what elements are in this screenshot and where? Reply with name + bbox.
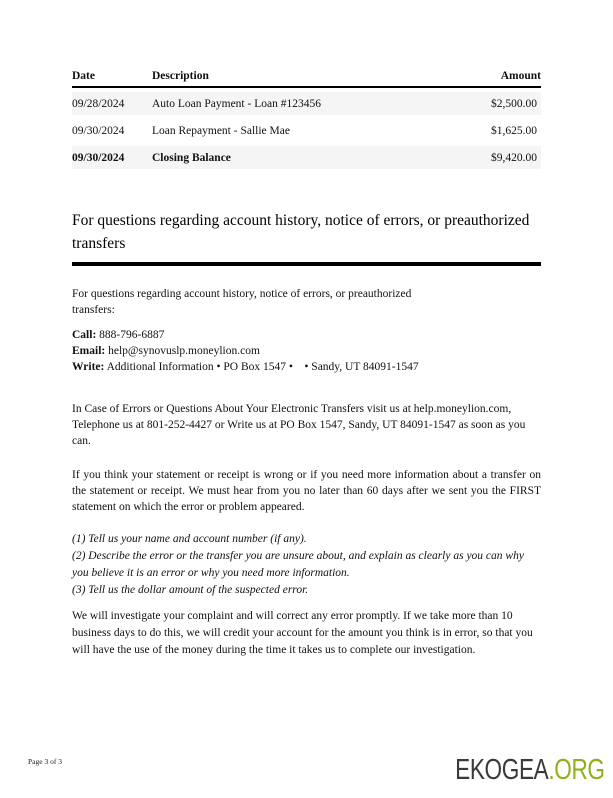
cell-amount: $2,500.00 <box>431 92 541 115</box>
instruction-item-1: (1) Tell us your name and account number (if any). <box>72 533 307 545</box>
write-label: Write: <box>72 361 105 373</box>
column-header-date: Date <box>72 68 152 88</box>
ekogea-logo <box>456 754 605 787</box>
email-label: Email: <box>72 345 106 357</box>
email-value: help@synovuslp.moneylion.com <box>105 345 260 357</box>
cell-date: 09/28/2024 <box>72 92 152 115</box>
instruction-item-3: (3) Tell us the dollar amount of the suspected error. <box>72 584 309 596</box>
table-row <box>72 92 541 115</box>
table-row <box>72 119 541 142</box>
cell-date: 09/30/2024 <box>72 146 152 169</box>
errors-contact-paragraph: In Case of Errors or Questions About Your Electronic Transfers visit us at help.moneylion.com, Telephone us at 801-252-4427 or Write us at PO Box 1547, Sandy, UT 84091-1547 as soon as you can. <box>72 403 526 447</box>
table-row-closing-balance <box>72 146 541 169</box>
logo-suffix-text: .ORG <box>548 754 605 786</box>
page-content <box>72 64 541 659</box>
cell-description: Auto Loan Payment - Loan #123456 <box>152 92 431 115</box>
call-label: Call: <box>72 329 97 341</box>
cell-amount: $9,420.00 <box>431 146 541 169</box>
transactions-table <box>72 64 541 173</box>
section-heading: For questions regarding account history, notice of errors, or preauthorized transfers <box>72 212 530 252</box>
call-value: 888-796-6887 <box>96 329 165 341</box>
contact-email <box>72 343 541 359</box>
error-instructions-list <box>72 531 541 599</box>
table-header-row <box>72 68 541 88</box>
investigate-paragraph: We will investigate your complaint and will correct any error promptly. If we take more than 10 business days to do this, we will credit your account for the amount you think is in error, so that you will have the use of the money during the time it takes us to complete our investigation. <box>72 610 533 656</box>
contact-write <box>72 359 541 375</box>
column-header-description: Description <box>152 68 431 88</box>
cell-description: Closing Balance <box>152 146 431 169</box>
heading-divider <box>72 262 541 266</box>
instruction-item-2: (2) Describe the error or the transfer you are unsure about, and explain as clearly as you can why you believe it is an error or why you need more information. <box>72 550 524 579</box>
logo-primary-text: EKOGEA <box>455 754 549 786</box>
cell-description: Loan Repayment - Sallie Mae <box>152 124 290 137</box>
statement-wrong-paragraph: If you think your statement or receipt is wrong or if you need more information about a transfer on the statement or receipt. We must hear from you no later than 60 days after we sent you the FIRST statement on which the error or problem appeared. <box>72 469 541 513</box>
column-header-amount: Amount <box>431 68 541 88</box>
intro-paragraph: For questions regarding account history, notice of errors, or preauthorized transfers: <box>72 288 412 316</box>
cell-date: 09/30/2024 <box>72 124 125 137</box>
write-value: Additional Information • PO Box 1547 • • Sandy, UT 84091-1547 <box>104 361 419 373</box>
contact-call <box>72 327 541 343</box>
cell-amount: $1,625.00 <box>491 124 537 137</box>
contact-block <box>72 327 541 375</box>
page-number: Page 3 of 3 <box>28 757 62 766</box>
